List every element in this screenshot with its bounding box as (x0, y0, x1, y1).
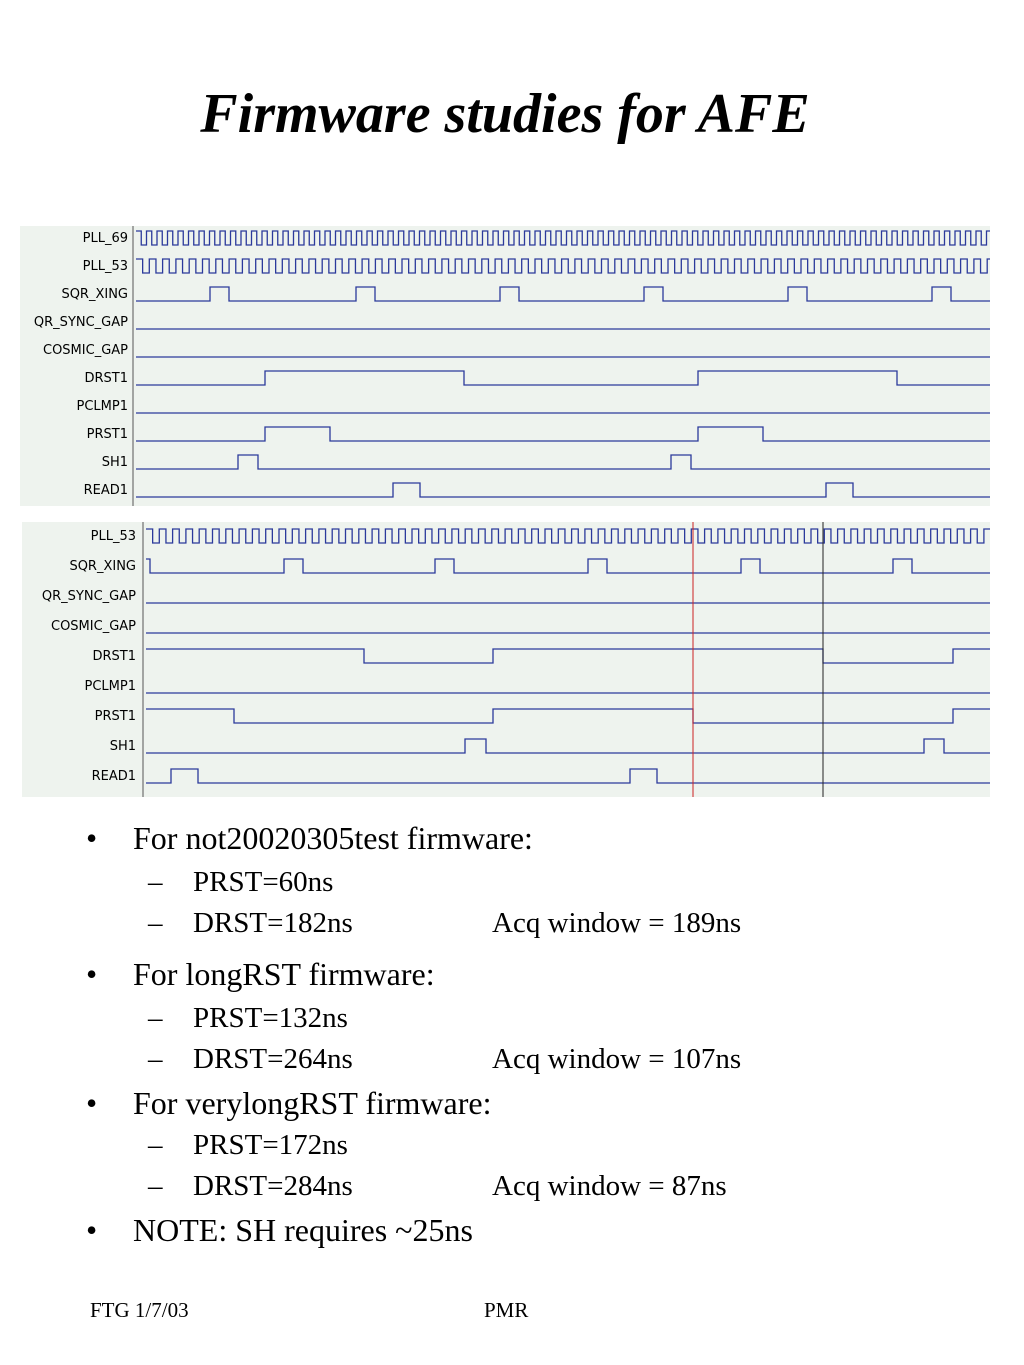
waveform-bottom-panel (22, 522, 990, 797)
signal-label: COSMIC_GAP (51, 619, 136, 634)
bullet-text: For not20020305test firmware: (133, 820, 533, 856)
bullet-dot: • (86, 1085, 98, 1121)
sub-bullet-text: DRST=264ns (193, 1043, 353, 1075)
bullet-text: NOTE: SH requires ~25ns (133, 1212, 473, 1248)
signal-trace (146, 529, 990, 543)
sub-bullet-text: DRST=284ns (193, 1170, 353, 1202)
sub-bullet-dash: – (148, 1170, 163, 1202)
signal-trace (146, 649, 990, 663)
acq-window-text: Acq window = 87ns (492, 1170, 727, 1202)
signal-label: DRST1 (84, 371, 128, 386)
signal-label: DRST1 (92, 649, 136, 664)
slide-title: Firmware studies for AFE (200, 83, 810, 145)
signal-trace (136, 231, 990, 245)
signal-label: SQR_XING (61, 287, 128, 302)
acq-window-text: Acq window = 107ns (492, 1043, 742, 1075)
signal-trace (136, 371, 990, 385)
signal-label: PCLMP1 (84, 679, 136, 694)
bullet-text: For verylongRST firmware: (133, 1085, 492, 1121)
signal-trace (136, 287, 990, 301)
sub-bullet-dash: – (148, 1002, 163, 1034)
signal-label: PLL_69 (82, 231, 128, 246)
sub-bullet-text: DRST=182ns (193, 907, 353, 939)
bullet-text: For longRST firmware: (133, 956, 435, 992)
sub-bullet-dash: – (148, 907, 163, 939)
sub-bullet-dash: – (148, 866, 163, 898)
waveform-top-panel (20, 226, 990, 506)
signal-label: QR_SYNC_GAP (33, 315, 128, 330)
signal-label: QR_SYNC_GAP (41, 589, 136, 604)
bullet-dot: • (86, 1212, 98, 1248)
signal-label: SH1 (109, 739, 136, 754)
signal-label: COSMIC_GAP (43, 343, 128, 358)
signal-label: SH1 (101, 455, 128, 470)
signal-label: SQR_XING (69, 559, 136, 574)
bullet-dot: • (86, 820, 98, 856)
footer-author: PMR (484, 1298, 529, 1322)
waveform-top-svg (20, 226, 990, 506)
sub-bullet-dash: – (148, 1043, 163, 1075)
footer-date: FTG 1/7/03 (90, 1298, 189, 1322)
signal-trace (146, 739, 990, 753)
signal-label: PRST1 (94, 709, 136, 724)
signal-trace (136, 483, 990, 497)
bullet-dot: • (86, 956, 98, 992)
signal-trace (146, 709, 990, 723)
signal-trace (136, 455, 990, 469)
waveform-bottom-svg (22, 522, 990, 797)
signal-trace (136, 259, 990, 273)
signal-trace (136, 427, 990, 441)
signal-label: READ1 (83, 483, 128, 498)
sub-bullet-dash: – (148, 1129, 163, 1161)
sub-bullet-text: PRST=172ns (193, 1129, 348, 1161)
signal-label: PRST1 (86, 427, 128, 442)
sub-bullet-text: PRST=60ns (193, 866, 334, 898)
signal-label: PLL_53 (90, 529, 136, 544)
signal-label: PCLMP1 (76, 399, 128, 414)
signal-trace (146, 769, 990, 783)
signal-label: PLL_53 (82, 259, 128, 274)
sub-bullet-text: PRST=132ns (193, 1002, 348, 1034)
signal-trace (146, 559, 990, 573)
acq-window-text: Acq window = 189ns (492, 907, 742, 939)
signal-label: READ1 (91, 769, 136, 784)
